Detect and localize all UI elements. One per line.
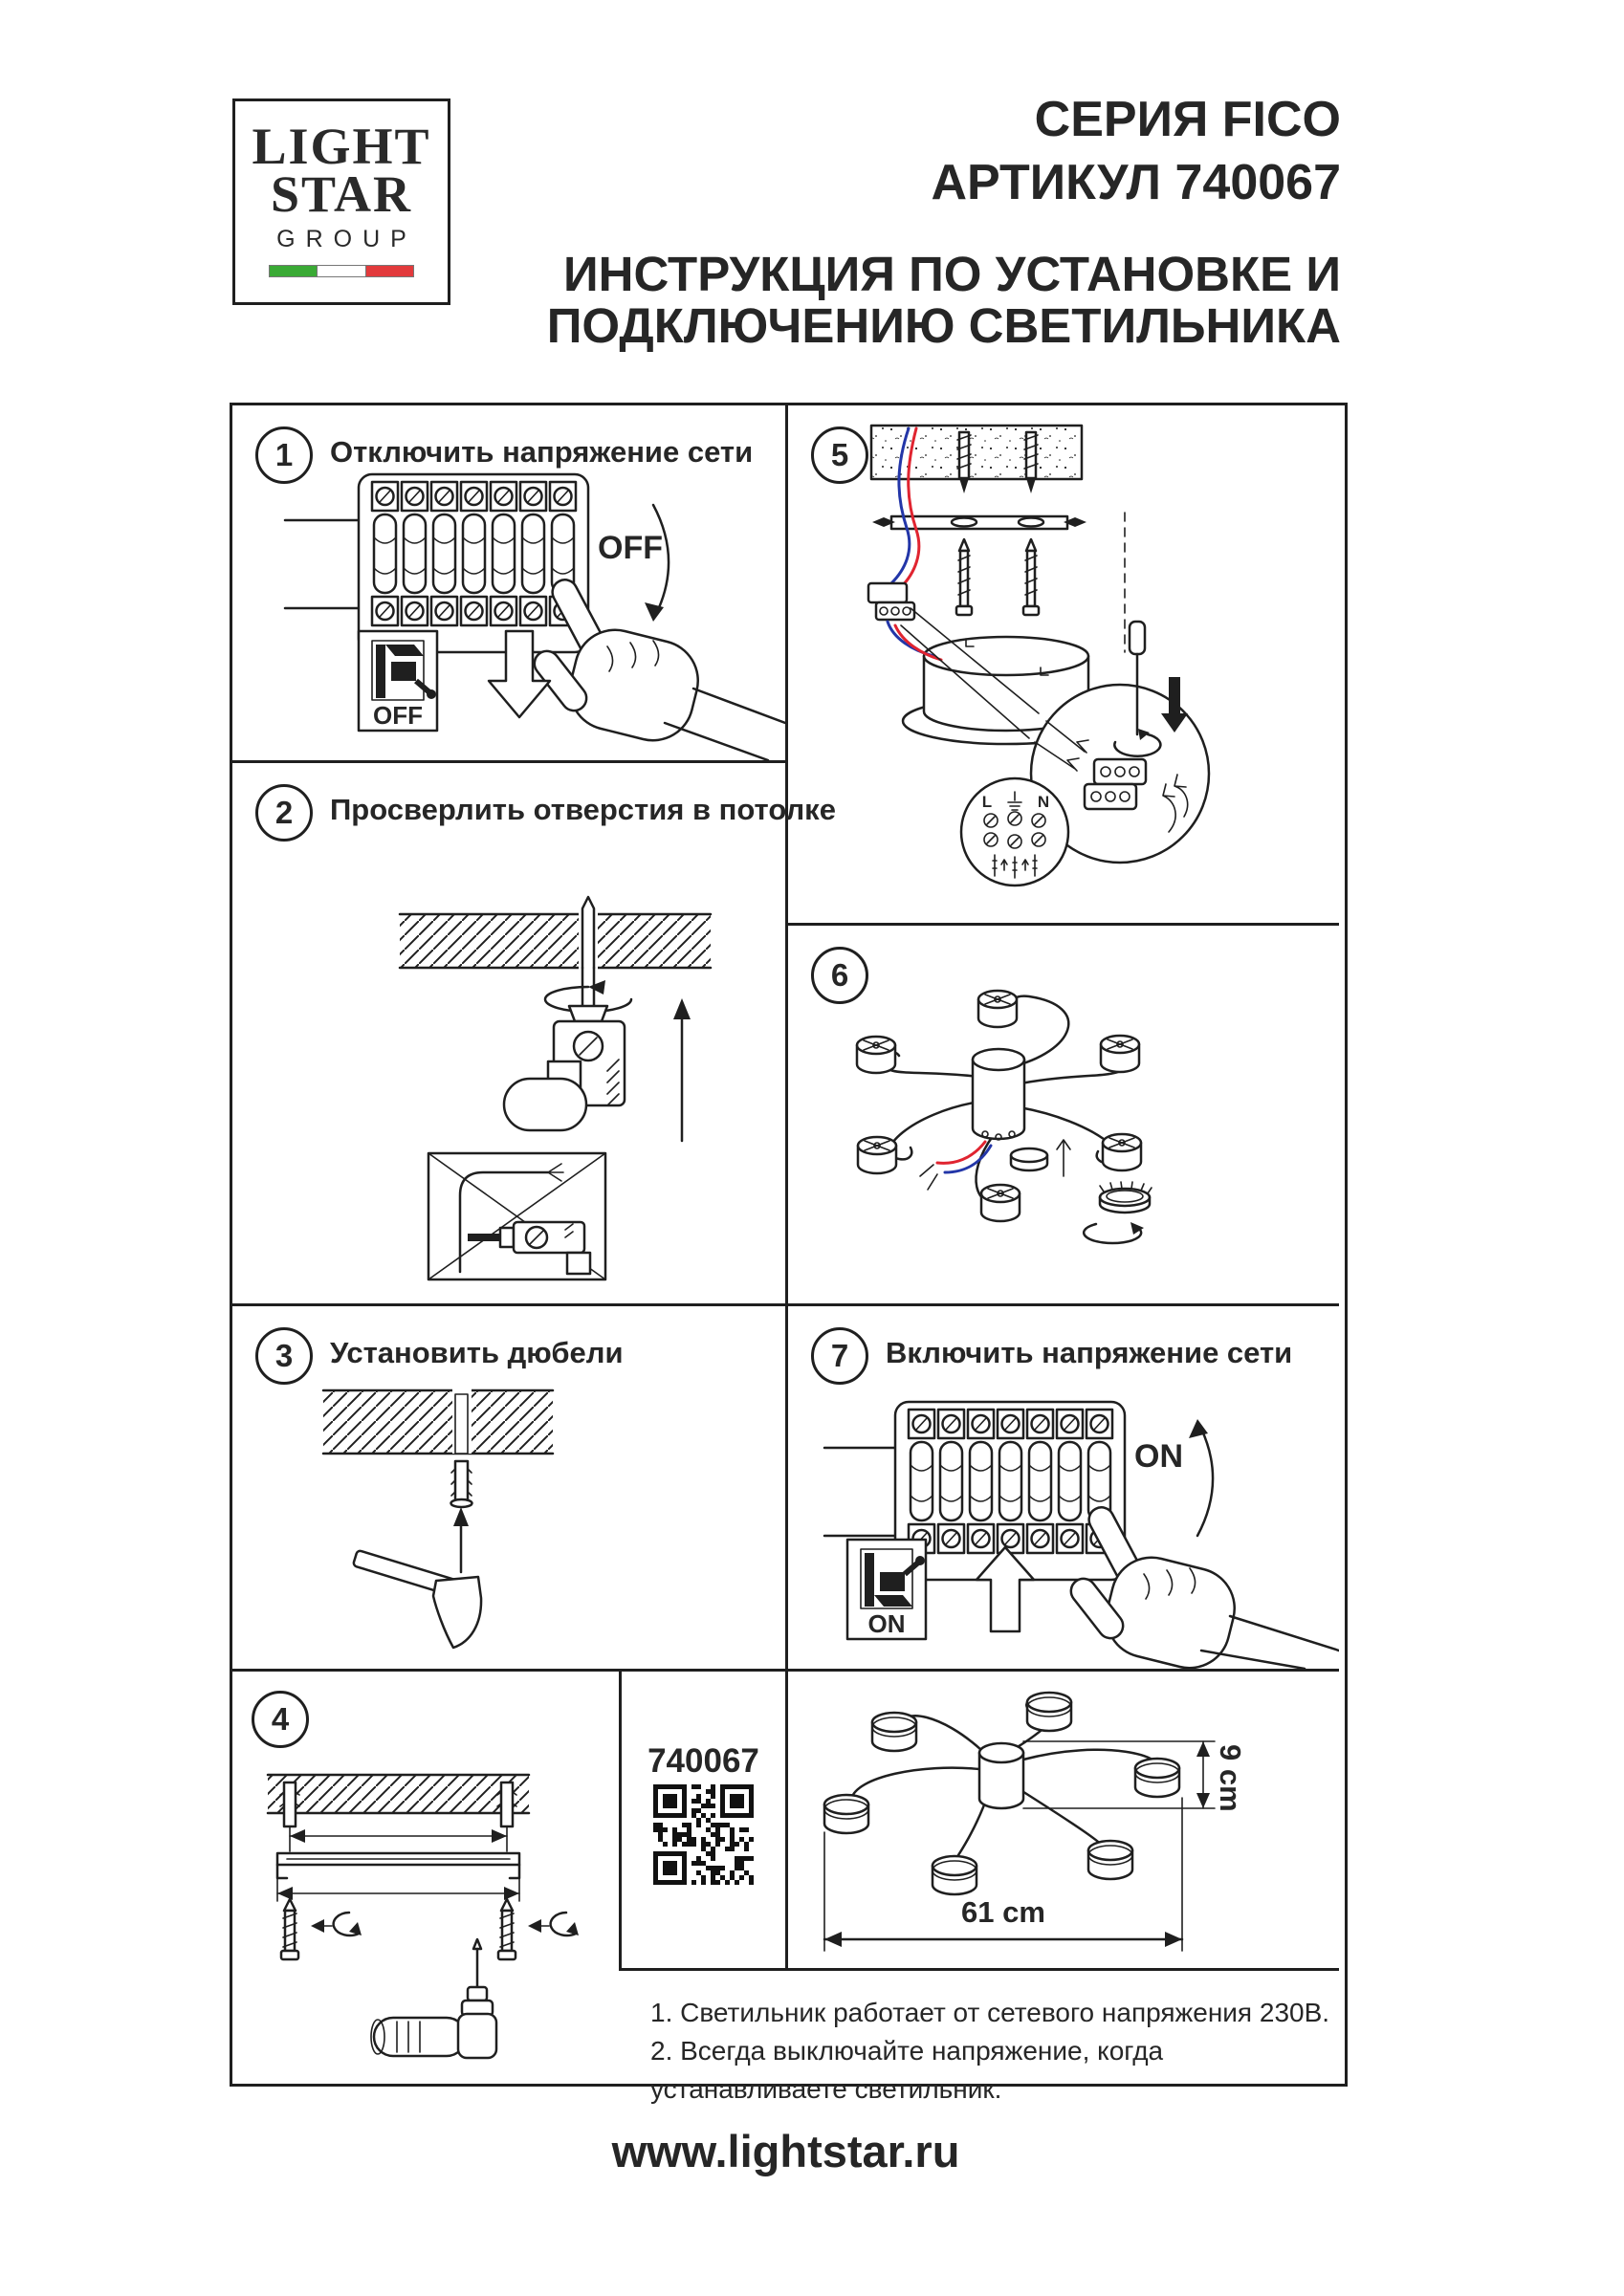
lamp-shade-icon [1101,1036,1139,1072]
fixture-assembly-drawing [788,926,1339,1303]
note-2: 2. Всегда выключайте напряжение, когда устанавливаете светильник. [650,2036,1164,2104]
instruction-table [230,403,1348,2104]
wiring-drawing [788,405,1339,923]
turn-arrow-icon [311,1913,362,1935]
lamp-shade-icon [933,1856,977,1894]
qr-article-number: 740067 [647,1742,759,1780]
lamp-shade-icon [1088,1841,1132,1879]
logo-light: LIGHT [252,118,431,175]
logo-star: STAR [270,165,413,223]
step-2-number: 2 [255,784,313,842]
switch-on-icon [847,1540,926,1639]
step-3-cell [232,1306,785,1669]
qr-code [653,1784,754,1885]
step-3-title: Установить дюбели [330,1336,624,1369]
lamp-shade-icon [858,1137,896,1173]
dimensions-cell [788,1672,1339,1968]
step-1-title: Отключить напряжение сети [330,435,754,469]
step-2-title: Просверлить отверстия в потолке [330,793,836,826]
qr-cell [622,1672,785,1968]
lamp-shade-icon [978,991,1017,1027]
lamp-shade-icon [857,1037,895,1073]
terminal-front-magnifier [961,778,1068,886]
step-6-number: 6 [811,947,868,1004]
step-5-number: 5 [811,426,868,484]
page-title: ИНСТРУКЦИЯ ПО УСТАНОВКЕ И ПОДКЛЮЧЕНИЮ СВЕТИЛЬНИКА [546,247,1341,353]
lamp-shade-icon [981,1185,1020,1221]
logo-group: GROUP [276,226,417,252]
lamp-dimensions-drawing [788,1672,1339,1968]
step-3-number: 3 [255,1327,313,1385]
diffuser-ring-icon [1100,1182,1152,1213]
step-2-cell [232,763,836,1303]
step-7-title: Включить напряжение сети [886,1336,1293,1369]
height-label: 9 cm [1214,1744,1247,1812]
screw-icon [956,539,972,615]
central-body-icon [979,1743,1023,1808]
italian-flag-icon [269,265,414,277]
step-1-number: 1 [255,426,313,484]
dowel-icon [451,1461,472,1507]
svg-text:N: N [1037,793,1050,811]
step-1-cell [232,405,785,760]
step-4-number: 4 [252,1691,309,1748]
svg-text:ON: ON [867,1609,906,1638]
step-7-number: 7 [811,1327,868,1385]
lamp-shade-icon [1027,1693,1071,1731]
screwdriver-icon [371,1939,496,2058]
note-1: 1. Светильник работает от сетевого напряжения 230В. [650,1998,1330,2027]
width-label: 61 cm [961,1895,1045,1929]
notes-cell [622,1971,1339,2104]
step-4-cell [232,1672,619,2078]
terminal-block-icon [868,583,914,620]
no-drill-near-wires-icon [428,1153,605,1279]
screw-icon [1023,539,1039,615]
step-6-cell [788,926,1339,1303]
anchor-screw-icon [957,432,971,493]
anchor-screw-icon [1024,432,1038,493]
series-name: СЕРИЯ FICO [1034,92,1341,147]
lightstar-logo [232,98,450,305]
drill-drawing [232,763,785,1303]
lamp-shade-icon [1135,1759,1179,1797]
off-label: OFF [598,530,663,566]
lamp-shade-icon [872,1713,916,1751]
step-7-cell [788,1306,1339,1669]
svg-text:L: L [981,793,993,811]
article-number: АРТИКУЛ 740067 [931,155,1341,210]
turn-arrow-icon [528,1913,579,1935]
screw-icon [281,1899,298,1959]
series-block [931,88,1341,214]
website-url: www.lightstar.ru [611,2126,960,2176]
svg-text:OFF: OFF [373,701,423,730]
central-body-icon [973,1049,1024,1140]
lamp-shade-icon [824,1795,868,1833]
hand-icon [530,576,785,760]
lamp-shade-icon [1103,1134,1141,1170]
screw-icon [498,1899,516,1959]
step-5-cell [788,405,1339,923]
cover-puck-icon [1011,1148,1047,1170]
on-label: ON [1134,1438,1183,1475]
switch-off-icon [359,631,437,731]
